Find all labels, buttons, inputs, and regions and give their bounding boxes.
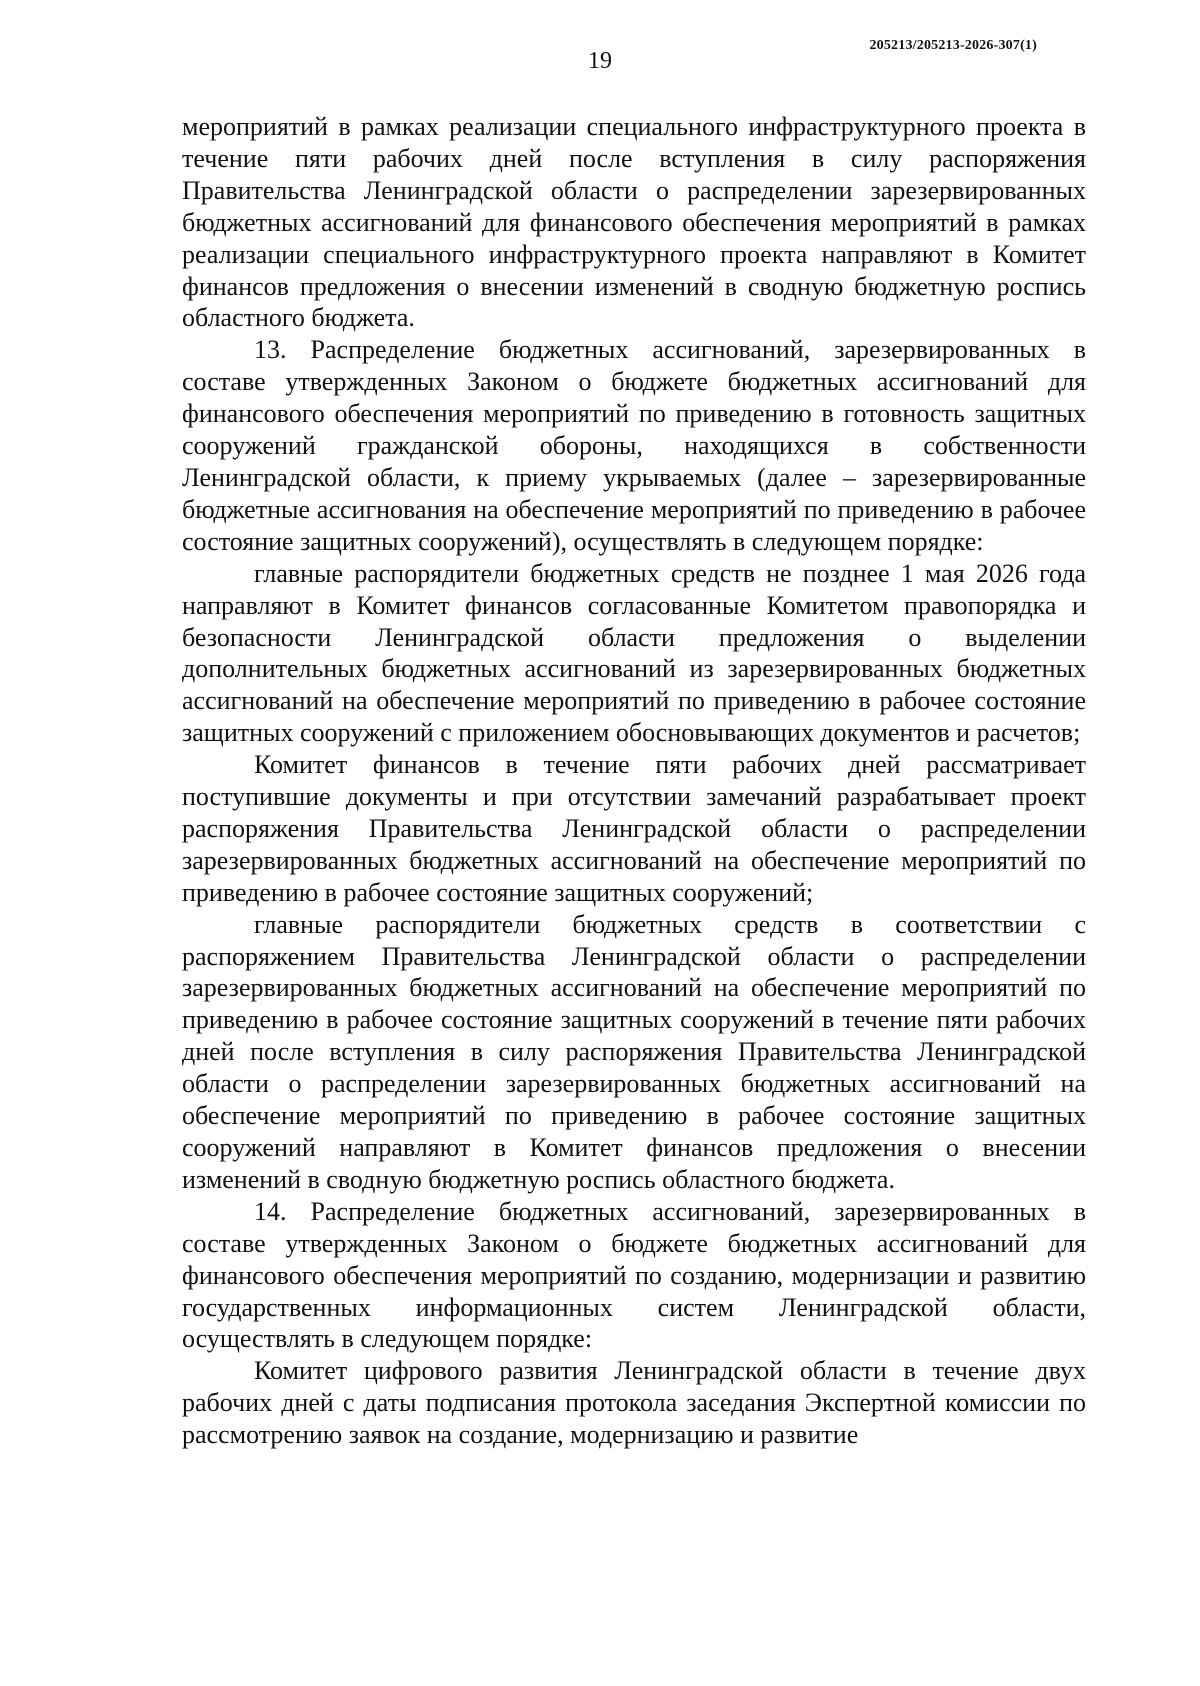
paragraph-continuation: мероприятий в рамках реализации специального инфраструктурного проекта в течение пяти рабочих дней после вступления в силу распоряжения Правительства Ленинградской области о распределении зарезервированных бюджетных ассигнований для финансового обеспечения мероприятий в рамках реализации специального инфраструктурного проекта направляют в Комитет финансов предложения о внесении изменений в сводную бюджетную роспись областного бюджета. xyxy=(182,112,1086,333)
paragraph-item-14: 14. Распределение бюджетных ассигнований, зарезервированных в составе утвержденных Законом о бюджете бюджетных ассигнований для финансового обеспечения мероприятий по созданию, модернизации и развитию государственных информационных систем Ленинградской области, осуществлять в следующем порядке: xyxy=(182,1196,1086,1354)
paragraph-subitem: главные распорядители бюджетных средств не позднее 1 мая 2026 года направляют в Комитет финансов согласованные Комитетом правопорядка и безопасности Ленинградской области предложения о выделении дополнительных бюджетных ассигнований из зарезервированных бюджетных ассигнований на обеспечение мероприятий по приведению в рабочее состояние защитных сооружений с приложением обосновывающих документов и расчетов; xyxy=(182,558,1086,748)
paragraph-item-13: 13. Распределение бюджетных ассигнований, зарезервированных в составе утвержденных Законом о бюджете бюджетных ассигнований для финансового обеспечения мероприятий по приведению в готовность защитных сооружений гражданской обороны, находящихся в собственности Ленинградской области, к приему укрываемых (далее – зарезервированные бюджетные ассигнования на обеспечение мероприятий по приведению в рабочее состояние защитных сооружений), осуществлять в следующем порядке: xyxy=(182,335,1086,556)
paragraph-subitem: главные распорядители бюджетных средств в соответствии с распоряжением Правительства Ленинградской области о распределении зарезервированных бюджетных ассигнований на обеспечение мероприятий по приведению в рабочее состояние защитных сооружений в течение пяти рабочих дней после вступления в силу распоряжения Правительства Ленинградской области о распределении зарезервированных бюджетных ассигнований на обеспечение мероприятий по приведению в рабочее состояние защитных сооружений направляют в Комитет финансов предложения о внесении изменений в сводную бюджетную роспись областного бюджета. xyxy=(182,909,1086,1194)
document-body xyxy=(182,111,1086,1451)
paragraph-subitem: Комитет цифрового развития Ленинградской области в течение двух рабочих дней с даты подписания протокола заседания Экспертной комиссии по рассмотрению заявок на создание, модернизацию и развитие xyxy=(182,1356,1086,1450)
document-id: 205213/205213-2026-307(1) xyxy=(869,38,1037,53)
page-number: 19 xyxy=(588,48,612,74)
paragraph-subitem: Комитет финансов в течение пяти рабочих дней рассматривает поступившие документы и при отсутствии замечаний разрабатывает проект распоряжения Правительства Ленинградской области о распределении зарезервированных бюджетных ассигнований на обеспечение мероприятий по приведению в рабочее состояние защитных сооружений; xyxy=(182,750,1086,907)
